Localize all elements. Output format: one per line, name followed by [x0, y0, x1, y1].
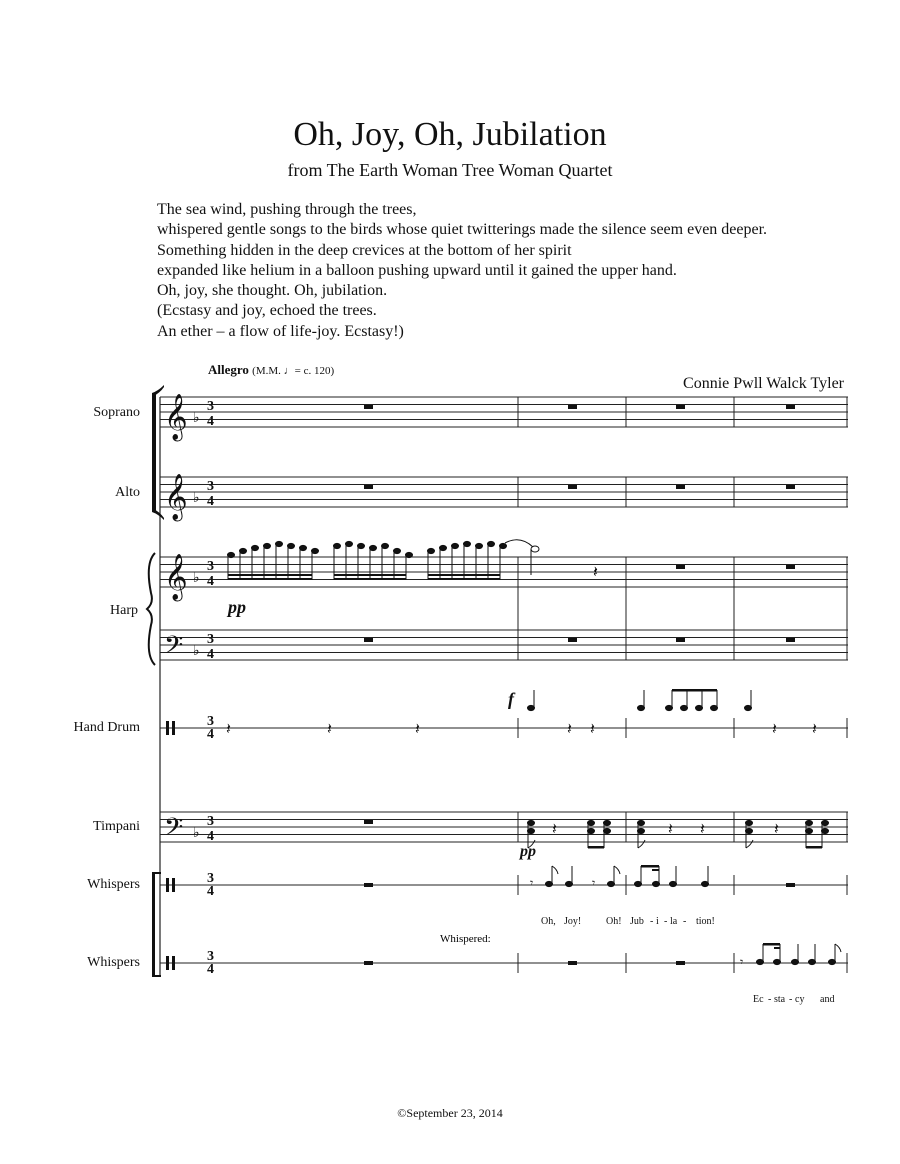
svg-text:4: 4 — [207, 414, 214, 429]
poem-line: expanded like helium in a balloon pushing upward until it gained the upper hand. — [157, 261, 677, 279]
svg-text:4: 4 — [207, 829, 214, 844]
svg-text:𝄽: 𝄽 — [226, 719, 231, 738]
composer-name: Connie Pwll Walck Tyler — [683, 375, 844, 392]
flat-icon: ♭ — [193, 825, 200, 841]
poem-line: The sea wind, pushing through the trees, — [157, 201, 417, 218]
bass-clef-icon: 𝄢 — [164, 813, 184, 848]
poem-line: Something hidden in the deep crevices at the bottom of her spirit — [157, 241, 572, 259]
harp-brace — [147, 553, 155, 665]
svg-text:𝄽: 𝄽 — [590, 719, 595, 738]
time-signature — [207, 399, 214, 977]
instrument-label-whispers-1: Whispers — [87, 877, 140, 892]
svg-text:𝄽: 𝄽 — [772, 719, 777, 738]
treble-clef-icon: 𝄞 — [164, 474, 188, 520]
lyric: sta — [774, 994, 786, 1005]
half-note — [531, 546, 539, 552]
svg-text:𝄽: 𝄽 — [567, 719, 572, 738]
lyric: Ec — [753, 994, 764, 1005]
svg-text:𝄾: 𝄾 — [592, 876, 596, 890]
instrument-label-soprano: Soprano — [93, 405, 140, 420]
page-title: Oh, Joy, Oh, Jubilation — [293, 116, 607, 153]
note-group — [428, 541, 507, 580]
whole-rest — [364, 405, 795, 965]
svg-text:4: 4 — [207, 647, 214, 662]
lyric: cy — [795, 994, 805, 1005]
hand-drum-notes — [528, 689, 752, 711]
lyric: i — [656, 916, 659, 927]
instrument-label-harp: Harp — [110, 603, 138, 618]
svg-text:4: 4 — [207, 962, 214, 977]
svg-text:𝄾: 𝄾 — [740, 955, 744, 969]
instrument-label-alto: Alto — [115, 485, 140, 500]
flat-icon: ♭ — [193, 643, 200, 659]
svg-text:3: 3 — [207, 632, 214, 647]
flat-icon: ♭ — [193, 410, 200, 426]
lyric: tion! — [696, 916, 715, 927]
lyric: - — [650, 916, 654, 927]
svg-text:𝄽: 𝄽 — [668, 819, 673, 838]
svg-text:𝄽: 𝄽 — [552, 819, 557, 838]
copyright-footer: ©September 23, 2014 — [397, 1106, 503, 1120]
lyric: Oh, — [541, 916, 556, 927]
treble-clef-icon: 𝄞 — [164, 554, 188, 600]
svg-text:3: 3 — [207, 479, 214, 494]
staff-soprano — [160, 397, 848, 427]
flat-icon: ♭ — [193, 570, 200, 586]
dynamic-hand-drum: f — [508, 689, 514, 709]
svg-text:𝄾: 𝄾 — [530, 876, 534, 890]
tempo-word: Allegro — [208, 362, 249, 377]
svg-text:3: 3 — [207, 559, 214, 574]
note-group — [334, 541, 413, 580]
svg-text:𝄽: 𝄽 — [700, 819, 705, 838]
instrument-label-whispers-2: Whispers — [87, 955, 140, 970]
dynamic-timpani: pp — [520, 843, 536, 860]
lyric: - — [683, 916, 687, 927]
svg-text:𝄽: 𝄽 — [774, 819, 779, 838]
quarter-rest-icon — [552, 819, 779, 838]
svg-text:𝄽: 𝄽 — [415, 719, 420, 738]
whisper-direction: Whispered: — [440, 933, 491, 945]
poem-line: Oh, joy, she thought. Oh, jubilation. — [157, 282, 388, 300]
svg-text:4: 4 — [207, 494, 214, 509]
lyrics-whispers-2 — [753, 994, 834, 1005]
whispers-2-notes — [757, 943, 842, 965]
lyric: la — [670, 916, 678, 927]
lyric: Oh! — [606, 916, 622, 927]
metronome-mark: (M.M. ♩= c. 120) — [252, 365, 335, 377]
page-subtitle: from The Earth Woman Tree Woman Quartet — [287, 160, 613, 180]
note-group — [228, 541, 319, 580]
instrument-label-hand-drum: Hand Drum — [73, 720, 140, 735]
lyric: - — [789, 994, 793, 1005]
lyric: Joy! — [564, 916, 582, 927]
svg-text:𝄽: 𝄽 — [327, 719, 332, 738]
staff-harp-treble — [160, 557, 848, 587]
svg-text:3: 3 — [207, 814, 214, 829]
svg-text:3: 3 — [207, 714, 214, 729]
staff-timpani — [160, 812, 848, 842]
dynamic-harp: pp — [228, 597, 246, 617]
lyric: - — [768, 994, 772, 1005]
poem-line: (Ecstasy and joy, echoed the trees. — [157, 302, 377, 320]
lyric: Jub — [630, 916, 644, 927]
treble-clef-icon: 𝄞 — [164, 394, 188, 440]
tie — [505, 540, 533, 547]
flat-icon: ♭ — [193, 490, 200, 506]
staff-harp-bass — [160, 630, 848, 660]
staff-alto — [160, 477, 848, 507]
lyrics-whispers-1 — [541, 916, 715, 927]
lyric: and — [820, 994, 835, 1005]
svg-text:3: 3 — [207, 871, 214, 886]
svg-text:4: 4 — [207, 727, 214, 742]
bass-clef-icon: 𝄢 — [164, 631, 184, 666]
whispers-1-notes — [546, 865, 709, 887]
svg-text:4: 4 — [207, 884, 214, 899]
lyric: - — [664, 916, 668, 927]
svg-text:3: 3 — [207, 399, 214, 414]
svg-text:𝄽: 𝄽 — [812, 719, 817, 738]
poem-line: whispered gentle songs to the birds whose quiet twitterings made the silence seem even deeper. — [157, 221, 768, 239]
svg-text:4: 4 — [207, 574, 214, 589]
harp-run — [228, 540, 540, 580]
poem-line: An ether – a flow of life-joy. Ecstasy!) — [157, 322, 404, 340]
quarter-rest-icon: 𝄽 — [593, 562, 598, 581]
svg-text:3: 3 — [207, 949, 214, 964]
instrument-label-timpani: Timpani — [93, 819, 140, 834]
